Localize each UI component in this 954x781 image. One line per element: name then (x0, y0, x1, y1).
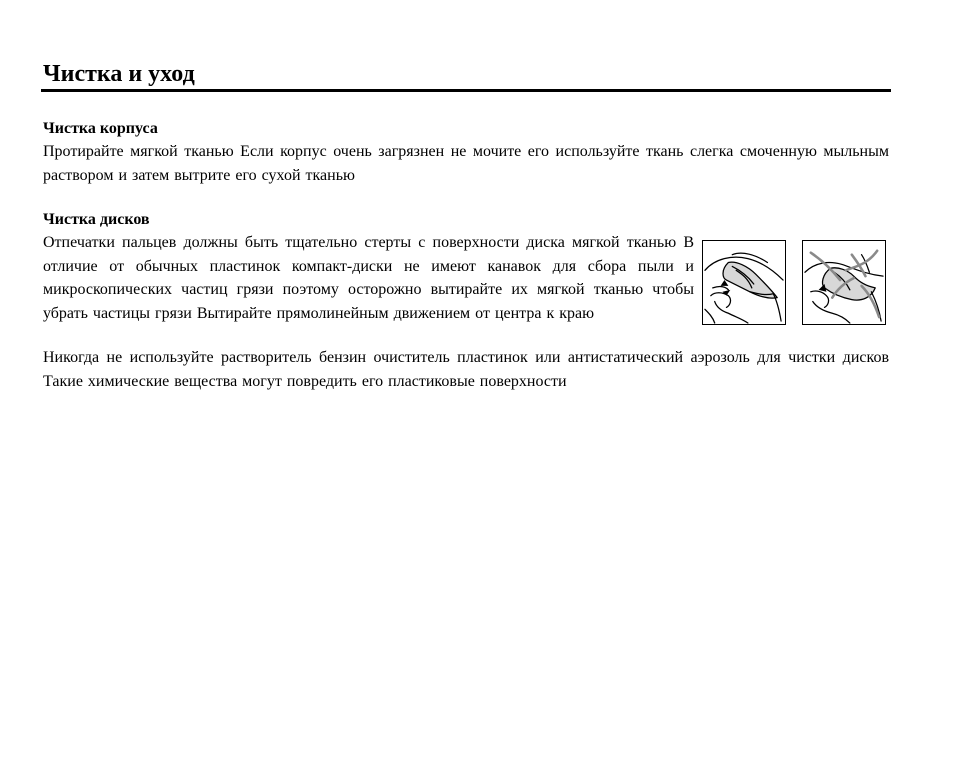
disc-wiping-incorrect-illustration (802, 240, 886, 325)
disc-cleaning-text: Отпечатки пальцев должны быть тщательно стерты с поверхности диска мягкой тканью В отличие от обычных пластинок компакт-диски не имеют канавок для сбора пыли и микроскопических частиц грязи поэтому осторожно вытирайте их мягкой тканью чтобы убрать частицы грязи Вытирайте прямолинейным движением от центра к краю (43, 234, 694, 322)
section-heading-disc-cleaning: Чистка дисков (43, 211, 150, 228)
case-cleaning-text: Протирайте мягкой тканью Если корпус очень загрязнен не мочите его используйте ткань слегка смоченную мыльным раствором и затем вытрите его сухой тканью (43, 143, 889, 184)
page-title: Чистка и уход (43, 61, 195, 87)
disc-wiping-correct-illustration (702, 240, 786, 325)
section-heading-case-cleaning: Чистка корпуса (43, 120, 158, 137)
title-divider (41, 89, 891, 92)
disc-wiping-correct-icon (703, 241, 785, 324)
disc-wiping-incorrect-icon (803, 241, 885, 324)
disc-cleaning-warning-text: Никогда не используйте растворитель бензин очиститель пластинок или антистатический аэрозоль для чистки дисков Такие химические вещества могут повредить его пластиковые поверхности (43, 349, 889, 390)
